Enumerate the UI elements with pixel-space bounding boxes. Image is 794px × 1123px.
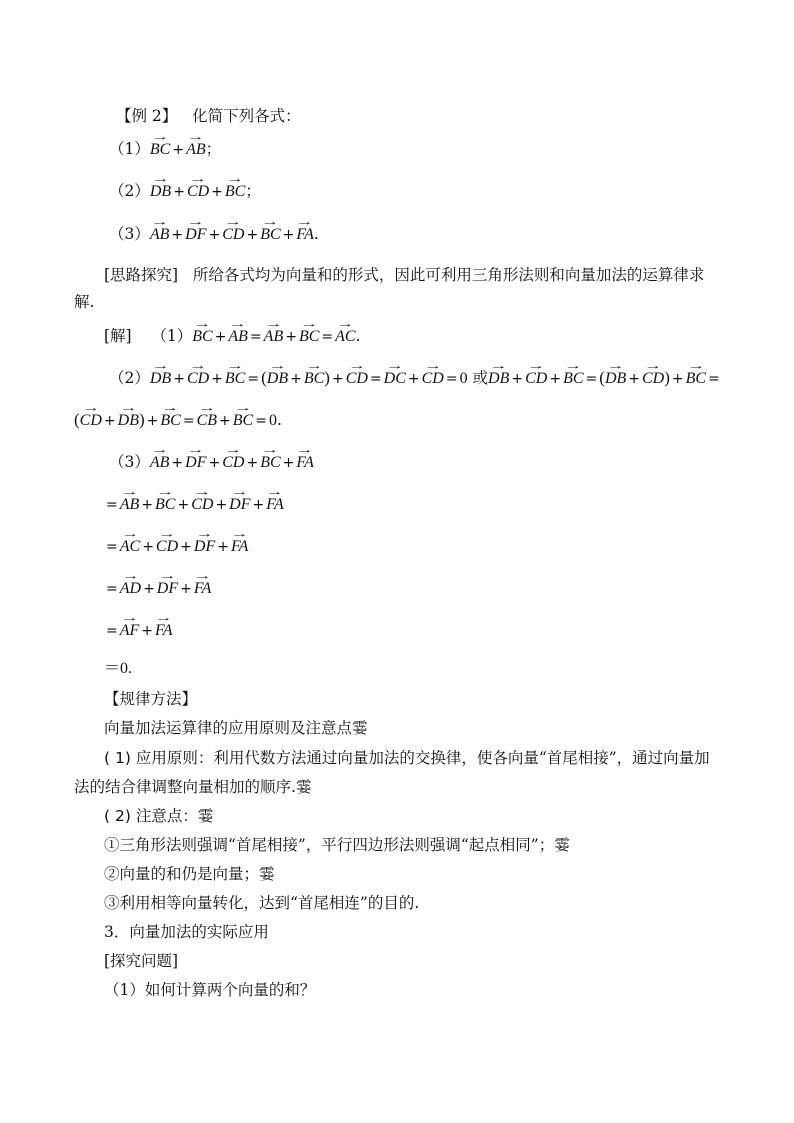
example-item-1: （1）→ BC +→ AB； [109,138,221,160]
method-note-3: ③利用相等向量转化，达到“首尾相连”的目的. [104,894,420,912]
explore-questions-label: [探究问题] [104,952,179,970]
method-heading: 【规律方法】 [104,690,198,708]
question-1: （1）如何计算两个向量的和？ [104,981,316,999]
method-notes-heading: ( 2) 注意点：霎 [104,807,214,825]
solution-3: （3）→ AB +→ DF +→ CD +→ BC +→ FA [109,451,314,473]
vector-bc: → BC [150,138,170,160]
thinking-paragraph-end: 解. [74,293,95,311]
solution-3-step-4: =→ AF +→ FA [104,619,173,641]
method-title: 向量加法运算律的应用原则及注意点霎 [104,719,368,737]
example-heading: 【例 2】 化简下列各式： [116,107,301,125]
vector-ab: → AB [186,138,206,160]
solution-1: [解] （1）→ BC +→ AB =→ AB +→ BC =→ AC. [104,325,361,347]
method-note-2: ②向量的和仍是向量；霎 [104,865,275,883]
example-item-2: （2）→ DB +→ CD +→ BC； [109,180,261,202]
solution-2-continued: (→ CD +→ DB) +→ BC =→ CB +→ BC = 0. [74,409,282,431]
solution-3-step-2: =→ AC +→ CD +→ DF +→ FA [104,535,248,557]
solution-2: （2）→ DB +→ CD +→ BC = (→ DB +→ BC) +→ CD =→ DC +→ CD = 0 或→ DB +→ CD +→ BC = (→ DB +→ CD) +→ BC = [109,367,722,389]
method-principle: ( 1) 应用原则：利用代数方法通过向量加法的交换律，使各向量“首尾相接”，通过向量加 [104,749,710,767]
solution-3-step-1: =→ AB +→ BC +→ CD +→ DF +→ FA [104,493,284,515]
section-3-title: 3．向量加法的实际应用 [104,923,269,941]
solution-3-step-3: =→ AD +→ DF +→ FA [104,577,211,599]
thinking-paragraph: [思路探究] 所给各式均为向量和的形式，因此可利用三角形法则和向量加法的运算律求 [104,266,705,284]
method-note-1: ①三角形法则强调“首尾相接”，平行四边形法则强调“起点相同”；霎 [104,836,570,854]
method-principle-continued: 法的结合律调整向量相加的顺序.霎 [74,778,312,796]
example-item-3: （3）→ AB +→ DF +→ CD +→ BC +→ FA. [109,223,319,245]
solution-3-result: ＝0. [104,660,133,677]
